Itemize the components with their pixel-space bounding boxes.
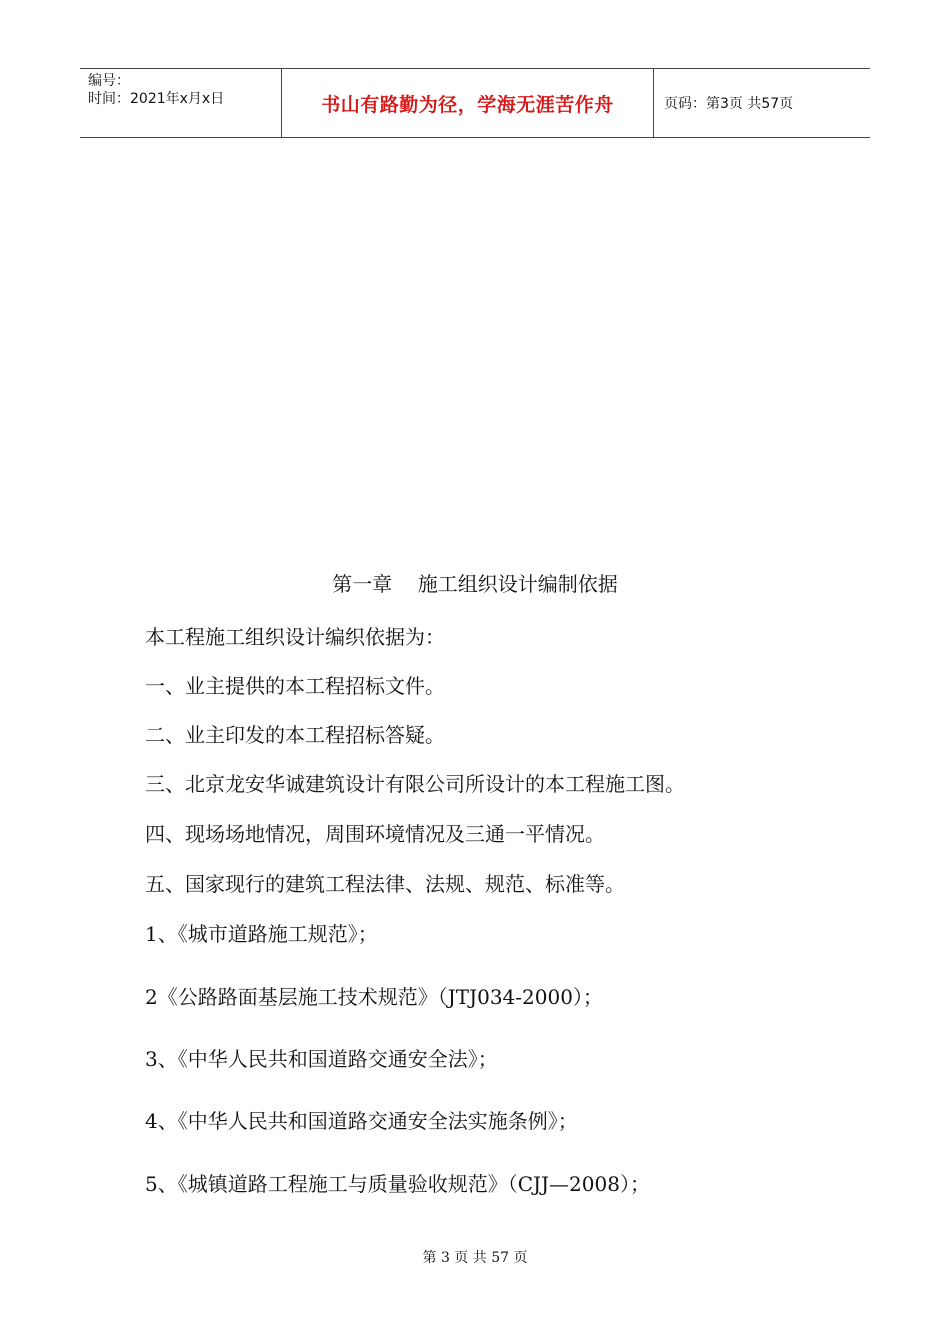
list-item: 2《公路路面基层施工技术规范》（JTJ034-2000）； <box>145 985 603 1009</box>
document-number-label: 编号： <box>88 73 130 89</box>
header-motto-cell <box>282 69 654 137</box>
list-item: 1、《城市道路施工规范》； <box>145 922 378 946</box>
header-page-info: 页码：第3页 共57页 <box>664 96 794 112</box>
header-page-cell <box>654 69 870 137</box>
document-time-label: 时间：2021年x月x日 <box>88 91 225 107</box>
header-meta-cell <box>80 69 282 137</box>
page-footer: 第 3 页 共 57 页 <box>422 1250 528 1266</box>
list-item: 3、《中华人民共和国道路交通安全法》； <box>145 1047 498 1071</box>
body-line: 一、业主提供的本工程招标文件。 <box>145 674 445 698</box>
body-line: 四、现场场地情况，周围环境情况及三通一平情况。 <box>145 822 605 846</box>
document-header <box>80 68 870 138</box>
body-line: 三、北京龙安华诚建筑设计有限公司所设计的本工程施工图。 <box>145 772 685 796</box>
body-line: 本工程施工组织设计编织依据为： <box>145 625 445 649</box>
list-item: 4、《中华人民共和国道路交通安全法实施条例》； <box>145 1109 578 1133</box>
chapter-title: 第一章 施工组织设计编制依据 <box>332 572 618 596</box>
body-line: 二、业主印发的本工程招标答疑。 <box>145 723 445 747</box>
header-motto: 书山有路勤为径，学海无涯苦作舟 <box>321 93 614 116</box>
body-line: 五、国家现行的建筑工程法律、法规、规范、标准等。 <box>145 872 625 896</box>
list-item: 5、《城镇道路工程施工与质量验收规范》（CJJ—2008）； <box>145 1172 650 1196</box>
